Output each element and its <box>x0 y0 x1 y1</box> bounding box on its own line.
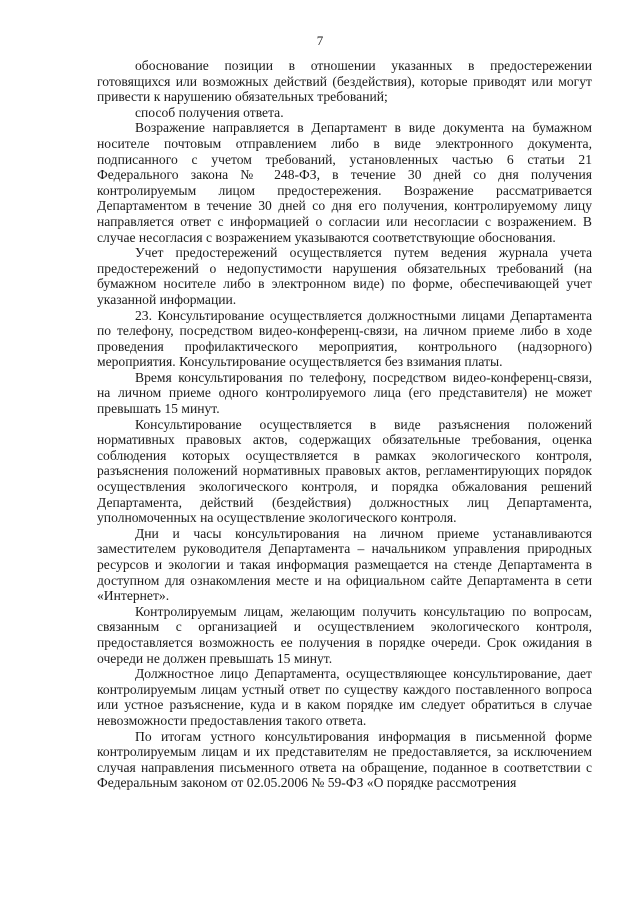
paragraph-warnings-registry: Учет предостережений осуществляется путем ведения журнала учета предостережений о недопустимости нарушения обязательных требований (на бумажном носителе либо в электронном виде) по форме, обеспечивающей учет указанной информации. <box>97 245 592 307</box>
paragraph-written-info: По итогам устного консультирования информация в письменной форме контролируемым лицам и их представителям не предоставляется, за исключением случая направления письменного ответа на обращение, поданное в соответствии с Федеральным законом от 02.05.2006 № 59-ФЗ «О порядке рассмотрения <box>97 728 592 791</box>
paragraph-consulting-schedule: Дни и часы консультирования на личном приеме устанавливаются заместителем руководителя Департамента – начальником управления природных ресурсов и экологии и такая информация размещается на стенде Департамента в доступном для ознакомления месте и на официальном сайте Департамента в сети «Интернет». <box>97 525 592 604</box>
document-body <box>97 58 592 791</box>
paragraph-objection-submission: Возражение направляется в Департамент в виде документа на бумажном носителе почтовым отправлением либо в виде электронного документа, подписанного с учетом требований, установленных частью 6 статьи 21 Федерального закона № 248-ФЗ, в течение 30 дней со дня получения контролируемым лицом предостережения. Возражение рассматривается Департаментом в течение 30 дней со дня его получения, контролируемому лицу направляется ответ с информацией о согласии или несогласии с возражением. В случае несогласия с возражением указываются соответствующие обоснования. <box>97 120 592 245</box>
paragraph-consulting-clause-23: 23. Консультирование осуществляется должностными лицами Департамента по телефону, посредством видео-конференц-связи, на личном приеме либо в ходе проведения профилактического мероприятия, контрольного (надзорного) мероприятия. Консультирование осуществляется без взимания платы. <box>97 307 592 370</box>
paragraph-response-method: способ получения ответа. <box>135 104 284 120</box>
paragraph-objection-justification: обоснование позиции в отношении указанных в предостережении готовящихся или возможных действий (бездействия), которые приводят или могут привести к нарушению обязательных требований; <box>97 58 592 105</box>
paragraph-oral-answer: Должностное лицо Департамента, осуществляющее консультирование, дает контролируемым лицам устный ответ по существу каждого поставленного вопроса или устное разъяснение, куда и в каком порядке им следует обратиться в случае невозможности предоставления такого ответа. <box>97 666 592 728</box>
paragraph-consulting-queue: Контролируемым лицам, желающим получить консультацию по вопросам, связанным с организацией и осуществлением экологического контроля, предоставляется возможность ее получения в порядке очереди. Срок ожидания в очереди не должен превышать 15 минут. <box>97 603 592 666</box>
paragraph-consulting-duration: Время консультирования по телефону, посредством видео-конференц-связи, на личном приеме одного контролируемого лица (его представителя) не может превышать 15 минут. <box>97 369 592 417</box>
paragraph-consulting-topics: Консультирование осуществляется в виде разъяснения положений нормативных правовых актов, содержащих обязательные требования, оценка соблюдения которых осуществляется в рамках экологического контроля, разъяснения положений нормативных правовых актов, регламентирующих порядок осуществления экологического контроля, и порядка обжалования решений Департамента, действий (бездействия) должностных лиц Департамента, уполномоченных на осуществление экологического контроля. <box>97 416 592 526</box>
page-number: 7 <box>316 33 324 48</box>
